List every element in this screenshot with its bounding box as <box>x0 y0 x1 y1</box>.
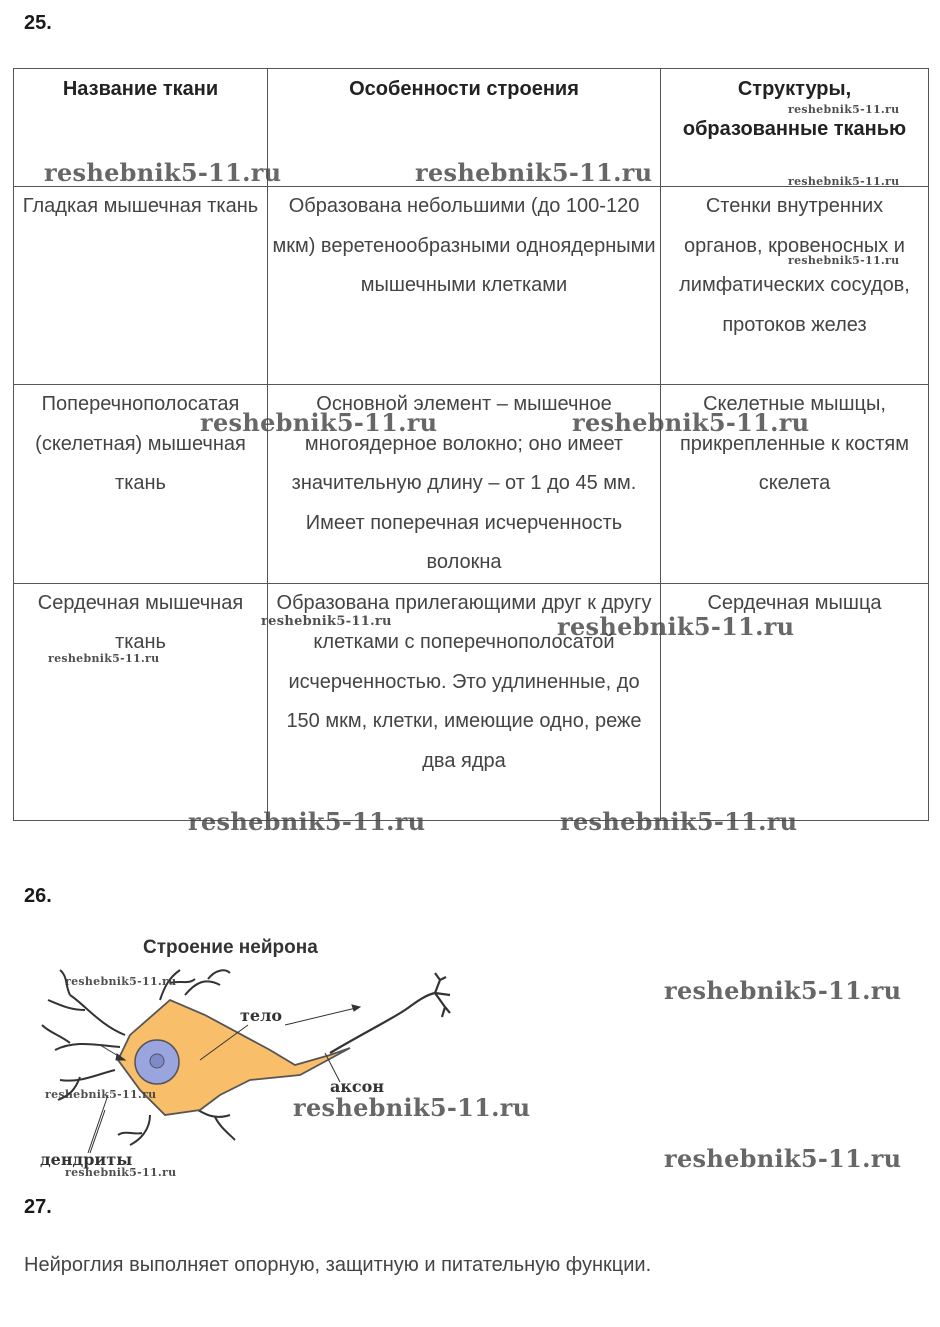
cell-tissue-name: Поперечнополосатая (скелетная) мышечная ткань <box>14 385 268 584</box>
cell-tissue-name: Сердечная мышечная ткань <box>14 583 268 820</box>
neuron-nucleolus <box>150 1054 164 1068</box>
question-26-number: 26. <box>24 885 52 907</box>
watermark: reshebnik5-11.ru <box>65 1166 177 1179</box>
watermark: reshebnik5-11.ru <box>415 158 653 187</box>
cell-tissue-name: Гладкая мышечная ткань <box>14 187 268 385</box>
watermark: reshebnik5-11.ru <box>664 1144 902 1173</box>
watermark: reshebnik5-11.ru <box>788 254 900 267</box>
watermark: reshebnik5-11.ru <box>48 652 160 665</box>
watermark: reshebnik5-11.ru <box>788 175 900 188</box>
neuron-diagram <box>30 965 470 1165</box>
answer-27: Нейроглия выполняет опорную, защитную и питательную функции. <box>24 1254 652 1276</box>
watermark: reshebnik5-11.ru <box>293 1093 531 1122</box>
header-formed-structures: Структуры, образованные тканью <box>661 69 929 187</box>
label-body: тело <box>240 1006 283 1025</box>
figure-title: Строение нейрона <box>143 937 318 958</box>
cell-features: Основной элемент – мышечное многоядерное волокно; оно имеет значительную длину – от 1 до 45 мм. Имеет поперечная исчерченность волокна <box>268 385 661 584</box>
question-25-number: 25. <box>24 12 52 34</box>
cell-structures: Стенки внутренних органов, кровеносных и лимфатических сосудов, протоков желез <box>661 187 929 385</box>
watermark: reshebnik5-11.ru <box>44 158 282 187</box>
watermark: reshebnik5-11.ru <box>788 103 900 116</box>
header-structure-features: Особенности строения <box>268 69 661 187</box>
cell-features: Образована небольшими (до 100-120 мкм) веретенообразными одноядерными мышечными клетками <box>268 187 661 385</box>
question-27-number: 27. <box>24 1196 52 1218</box>
table-row <box>14 187 929 385</box>
label-dendrites: дендриты <box>40 1150 133 1169</box>
watermark: reshebnik5-11.ru <box>572 408 810 437</box>
header-tissue-name: Название ткани <box>14 69 268 187</box>
watermark: reshebnik5-11.ru <box>188 807 426 836</box>
watermark: reshebnik5-11.ru <box>557 612 795 641</box>
watermark: reshebnik5-11.ru <box>664 976 902 1005</box>
cell-structures: Скелетные мышцы, прикрепленные к костям скелета <box>661 385 929 584</box>
watermark: reshebnik5-11.ru <box>261 614 392 629</box>
axon <box>330 973 450 1053</box>
cell-structures: Сердечная мышца <box>661 583 929 820</box>
watermark: reshebnik5-11.ru <box>65 975 177 988</box>
label-axon: аксон <box>330 1077 385 1096</box>
watermark: reshebnik5-11.ru <box>45 1088 157 1101</box>
watermark: reshebnik5-11.ru <box>200 408 438 437</box>
cell-features: Образована прилегающими друг к другу клетками с поперечнополосатой исчерченностью. Это удлиненные, до 150 мкм, клетки, имеющие одно, реже два ядра <box>268 583 661 820</box>
watermark: reshebnik5-11.ru <box>560 807 798 836</box>
